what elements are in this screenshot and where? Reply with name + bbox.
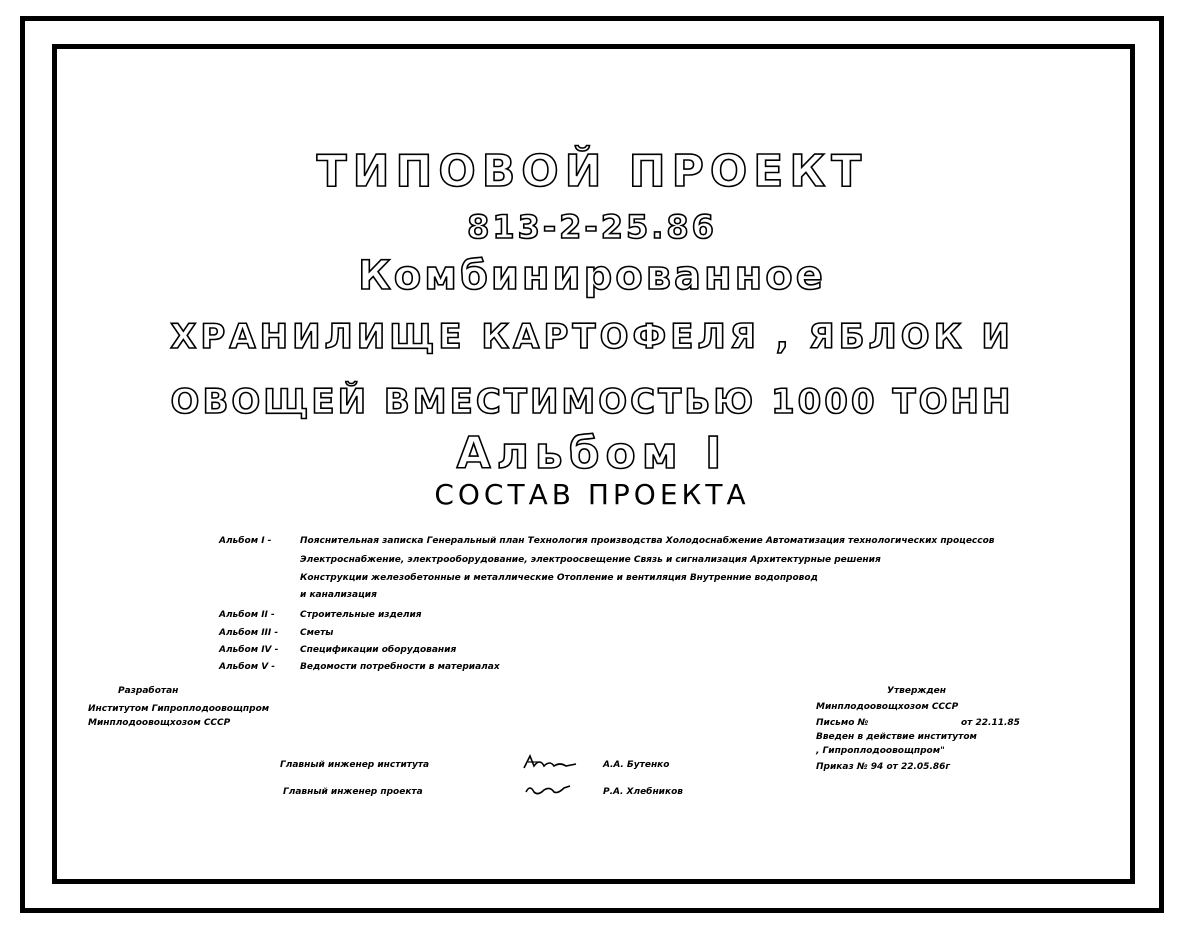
title-line-3: Комбинированное [358, 253, 826, 299]
album-1-line-4: и канализация [300, 590, 377, 600]
approval-line-4: , Гипроплодоовощпром" [816, 746, 945, 756]
title-line-4: ХРАНИЛИЩЕ КАРТОФЕЛЯ , ЯБЛОК И [170, 317, 1014, 357]
album-2-line-1: Строительные изделия [300, 610, 422, 620]
album-1-line-1: Пояснительная записка Генеральный план Технология производства Холодоснабжение Автоматизация технологических процессов [300, 536, 995, 546]
album-1-line-3: Конструкции железобетонные и металлические Отопление и вентиляция Внутренние водопровод [300, 573, 818, 583]
developer-line-2: Минплодоовощхозом СССР [88, 718, 231, 728]
project-number: 813-2-25.86 [467, 208, 717, 246]
approval-heading: Утвержден [887, 686, 946, 696]
album-3-label: Альбом III - [219, 628, 279, 638]
signature-2-role: Главный инженер проекта [283, 787, 423, 797]
album-title: Альбом I [456, 428, 728, 479]
title-line-1: ТИПОВОЙ ПРОЕКТ [316, 146, 868, 197]
signature-1-name: А.А. Бутенко [603, 760, 670, 770]
approval-line-5: Приказ № 94 от 22.05.86г [816, 762, 951, 772]
developer-heading: Разработан [118, 686, 179, 696]
approval-line-2: Письмо № [816, 718, 869, 728]
developer-line-1: Институтом Гипроплодоовощпром [88, 704, 270, 714]
album-5-line-1: Ведомости потребности в материалах [300, 662, 500, 672]
album-2-label: Альбом II - [219, 610, 275, 620]
signature-1-image [520, 752, 580, 774]
approval-line-1: Минплодоовощхозом СССР [816, 702, 959, 712]
album-4-label: Альбом IV - [219, 645, 279, 655]
approval-line-2-date: от 22.11.85 [961, 718, 1020, 728]
section-heading: СОСТАВ ПРОЕКТА [434, 478, 750, 511]
album-5-label: Альбом V - [219, 662, 276, 672]
signature-2-name: Р.А. Хлебников [603, 787, 683, 797]
title-line-5: ОВОЩЕЙ ВМЕСТИМОСТЬЮ 1000 ТОНН [170, 382, 1014, 422]
signature-1-role: Главный инженер института [280, 760, 430, 770]
approval-line-3: Введен в действие институтом [816, 732, 977, 742]
album-4-line-1: Спецификации оборудования [300, 645, 457, 655]
album-1-line-2: Электроснабжение, электрооборудование, электроосвещение Связь и сигнализация Архитектурные решения [300, 555, 881, 565]
album-3-line-1: Сметы [300, 628, 334, 638]
album-1-label: Альбом I - [219, 536, 272, 546]
signature-2-image [522, 780, 574, 800]
